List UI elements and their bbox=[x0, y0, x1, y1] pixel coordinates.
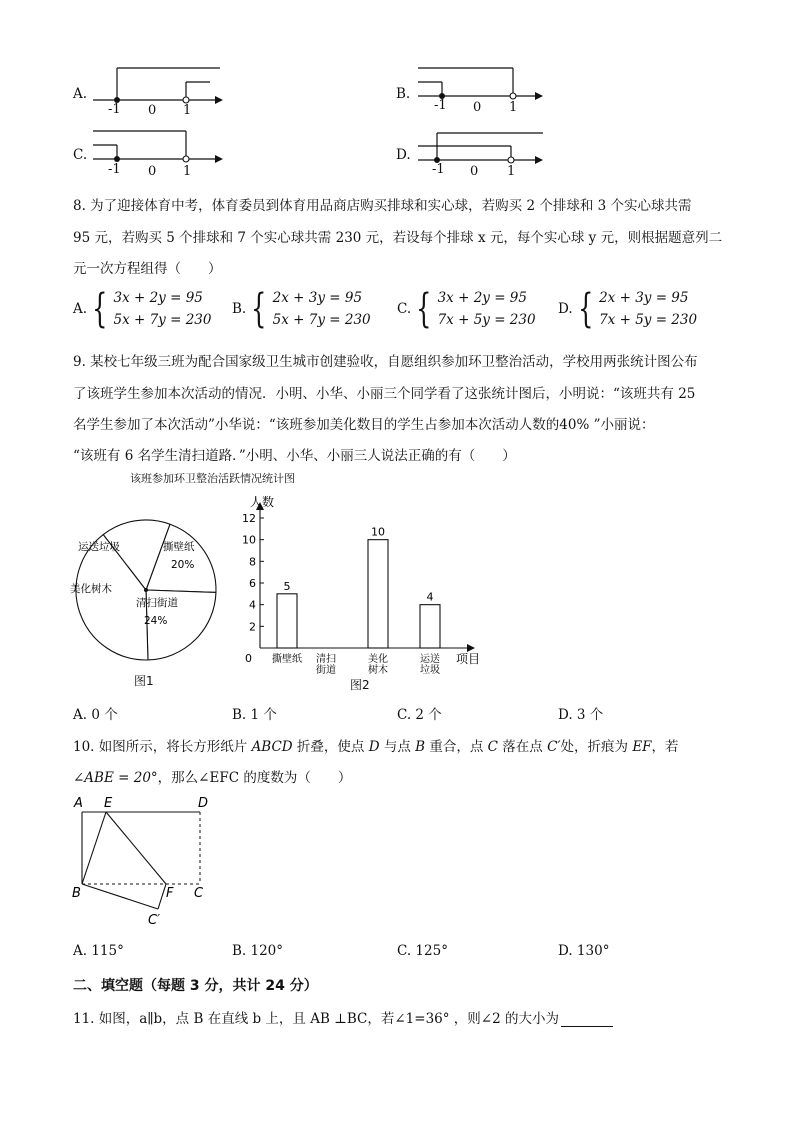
q9-line4: “该班有 6 名学生清扫道路．”小明、小华、小丽三人说法正确的有（ ） bbox=[73, 448, 516, 464]
q8-option-a-letter: A. bbox=[73, 301, 88, 317]
q8-option-b[interactable] bbox=[232, 287, 371, 331]
x-category-label: 垃圾 bbox=[420, 665, 440, 676]
point-label-c: C bbox=[194, 886, 204, 901]
brace-icon: { bbox=[416, 286, 432, 332]
q7a-tick-1: 1 bbox=[183, 103, 192, 118]
q11-question: 11. 如图，a∥b，点 B 在直线 b 上，且 AB ⊥BC，若∠1=36° ，则∠2 的大小为 bbox=[73, 1011, 559, 1027]
brace-icon: { bbox=[577, 286, 594, 332]
q10-option-d[interactable]: D. 130° bbox=[558, 943, 610, 959]
point-label-e: E bbox=[104, 796, 113, 811]
q7b-tick-1: 1 bbox=[509, 100, 518, 115]
chart-title: 该班参加环卫整治活跃情况统计图 bbox=[130, 472, 295, 485]
point-label-a: A bbox=[74, 796, 83, 811]
y-tick-label: 6 bbox=[249, 577, 256, 590]
bar bbox=[420, 605, 440, 648]
pie-slice-percent: 24% bbox=[144, 615, 168, 627]
q10-d: D bbox=[368, 739, 380, 755]
x-category-label: 街道 bbox=[316, 665, 336, 676]
q8-option-c-letter: C. bbox=[397, 301, 412, 317]
bar-chart bbox=[238, 488, 498, 688]
q8-option-b-letter: B. bbox=[232, 301, 247, 317]
y-tick-label: 10 bbox=[242, 533, 256, 547]
q10-c: C bbox=[487, 739, 499, 755]
q7c-tick-0: 0 bbox=[148, 164, 157, 179]
q10-option-b[interactable]: B. 120° bbox=[232, 943, 284, 959]
pie-slice-label: 撕壁纸 bbox=[163, 541, 195, 553]
q10-abcd: ABCD bbox=[251, 739, 293, 755]
q9-option-b[interactable]: B. 1 个 bbox=[232, 707, 277, 723]
pie-center-dot bbox=[144, 588, 148, 592]
y-tick-label: 8 bbox=[249, 555, 256, 569]
q8-option-d-letter: D. bbox=[558, 301, 573, 317]
q7b-tick-neg1: -1 bbox=[434, 98, 447, 113]
point-label-f: F bbox=[166, 886, 174, 901]
q9-line1: 9. 某校七年级三班为配合国家级卫生城市创建验收，自愿组织参加环卫整治活动，学校用两张统计图公布 bbox=[73, 354, 698, 370]
q8c-eq2: 7x + 5y = 230 bbox=[437, 312, 536, 328]
q8d-eq2: 7x + 5y = 230 bbox=[599, 312, 698, 328]
brace-icon: { bbox=[251, 286, 267, 332]
q7c-tick-neg1: -1 bbox=[108, 162, 121, 177]
q10-option-a[interactable]: A. 115° bbox=[73, 943, 124, 959]
q10-b: B bbox=[415, 739, 426, 755]
q8c-eq1: 3x + 2y = 95 bbox=[437, 290, 527, 306]
q10-option-c[interactable]: C. 125° bbox=[397, 943, 448, 959]
q8b-eq2: 5x + 7y = 230 bbox=[272, 312, 371, 328]
y-tick-label: 12 bbox=[242, 512, 256, 525]
q7a-tick-0: 0 bbox=[148, 103, 157, 118]
q7-option-a-letter: A. bbox=[73, 86, 88, 102]
q9-option-c[interactable]: C. 2 个 bbox=[397, 707, 442, 723]
q9-option-a[interactable]: A. 0 个 bbox=[73, 707, 118, 723]
q8-line1: 8. 为了迎接体育中考，体育委员到体育用品商店购买排球和实心球，若购买 2 个排球和 3 个实心球共需 bbox=[73, 198, 692, 214]
y-tick-label: 2 bbox=[249, 620, 256, 634]
q9-line2: 了该班学生参加本次活动的情况．小明、小华、小丽三个同学看了这张统计图后，小明说：“该班共有 25 bbox=[73, 386, 696, 402]
bar bbox=[277, 594, 297, 648]
brace-icon: { bbox=[92, 286, 108, 332]
x-category-label: 运送 bbox=[420, 654, 440, 665]
q10-text: 10. 如图所示，将长方形纸片 bbox=[73, 739, 252, 755]
q10-text: 处，折痕为 bbox=[560, 739, 633, 755]
q11-text bbox=[73, 1007, 613, 1027]
q7d-tick-0: 0 bbox=[470, 164, 479, 179]
q7d-tick-1: 1 bbox=[507, 164, 516, 179]
x-category-label: 树木 bbox=[368, 665, 388, 676]
q8-line2: 95 元，若购买 5 个排球和 7 个实心球共需 230 元，若设每个排球 x 元，每个实心球 y 元，则根据题意列二 bbox=[73, 230, 723, 246]
q10-cprime: C′ bbox=[547, 739, 561, 755]
fig1-label: 图1 bbox=[134, 674, 154, 688]
pie-slice-percent: 20% bbox=[171, 559, 195, 571]
x-category-label: 清扫 bbox=[316, 654, 336, 665]
q8b-eq1: 2x + 3y = 95 bbox=[272, 290, 363, 306]
q7-option-d-letter: D. bbox=[396, 147, 411, 163]
q8a-eq2: 5x + 7y = 230 bbox=[113, 312, 212, 328]
q10-text: 与点 bbox=[379, 739, 416, 755]
q10-angle: ∠ABE = 20° bbox=[73, 770, 158, 786]
bar-data-label: 5 bbox=[283, 579, 291, 593]
q7b-tick-0: 0 bbox=[473, 100, 482, 115]
q10-text: ，若 bbox=[651, 739, 679, 755]
y-axis-label: 人数 bbox=[250, 495, 275, 509]
bar-data-label: 10 bbox=[371, 525, 385, 539]
bar bbox=[368, 540, 388, 648]
q10-line1 bbox=[73, 735, 679, 755]
pie-slice-label: 运送垃圾 bbox=[78, 541, 120, 553]
q8-option-c[interactable] bbox=[397, 287, 536, 331]
q8d-eq1: 2x + 3y = 95 bbox=[599, 290, 689, 306]
y-tick-label: 4 bbox=[249, 598, 256, 612]
q8-option-a[interactable] bbox=[73, 287, 211, 331]
fig2-label: 图2 bbox=[350, 678, 370, 692]
q7c-tick-1: 1 bbox=[183, 164, 192, 179]
q8-line3: 元一次方程组得（ ） bbox=[73, 261, 222, 277]
x-category-label: 撕壁纸 bbox=[272, 654, 302, 665]
q9-option-d[interactable]: D. 3 个 bbox=[558, 707, 604, 723]
bar-data-label: 4 bbox=[426, 590, 434, 604]
pie-chart bbox=[68, 510, 228, 680]
pie-slice-label: 美化树木 bbox=[70, 583, 112, 595]
point-label-cprime: C′ bbox=[148, 913, 161, 928]
q10-text: 落在点 bbox=[498, 739, 548, 755]
origin-label: 0 bbox=[245, 652, 252, 665]
pie-slice-label: 清扫街道 bbox=[136, 597, 178, 609]
q11-answer-blank[interactable] bbox=[561, 1012, 613, 1027]
x-axis-arrow-icon bbox=[467, 644, 475, 652]
point-label-b: B bbox=[72, 886, 81, 901]
section-title: 二、填空题（每题 3 分，共计 24 分） bbox=[73, 978, 318, 994]
q10-geometry-figure bbox=[70, 792, 220, 930]
q10-text: 重合，点 bbox=[425, 739, 488, 755]
x-category-label: 美化 bbox=[368, 654, 388, 665]
point-label-d: D bbox=[198, 796, 209, 811]
q7-option-c-letter: C. bbox=[73, 147, 88, 163]
q8-option-d[interactable] bbox=[558, 287, 697, 331]
q8a-eq1: 3x + 2y = 95 bbox=[113, 290, 203, 306]
x-axis-label: 项目 bbox=[456, 652, 481, 666]
q7d-tick-neg1: -1 bbox=[432, 162, 445, 177]
q10-line2 bbox=[73, 766, 351, 786]
q9-line3: 名学生参加了本次活动”小华说：“该班参加美化数目的学生占参加本次活动人数的40% ”小丽说： bbox=[73, 417, 655, 433]
q10-text: ，那么∠EFC 的度数为（ ） bbox=[157, 770, 352, 786]
q10-ef: EF bbox=[632, 739, 652, 755]
q7-option-b-letter: B. bbox=[396, 86, 411, 102]
q10-text: 折叠，使点 bbox=[292, 739, 369, 755]
q7a-tick-neg1: -1 bbox=[108, 102, 121, 117]
